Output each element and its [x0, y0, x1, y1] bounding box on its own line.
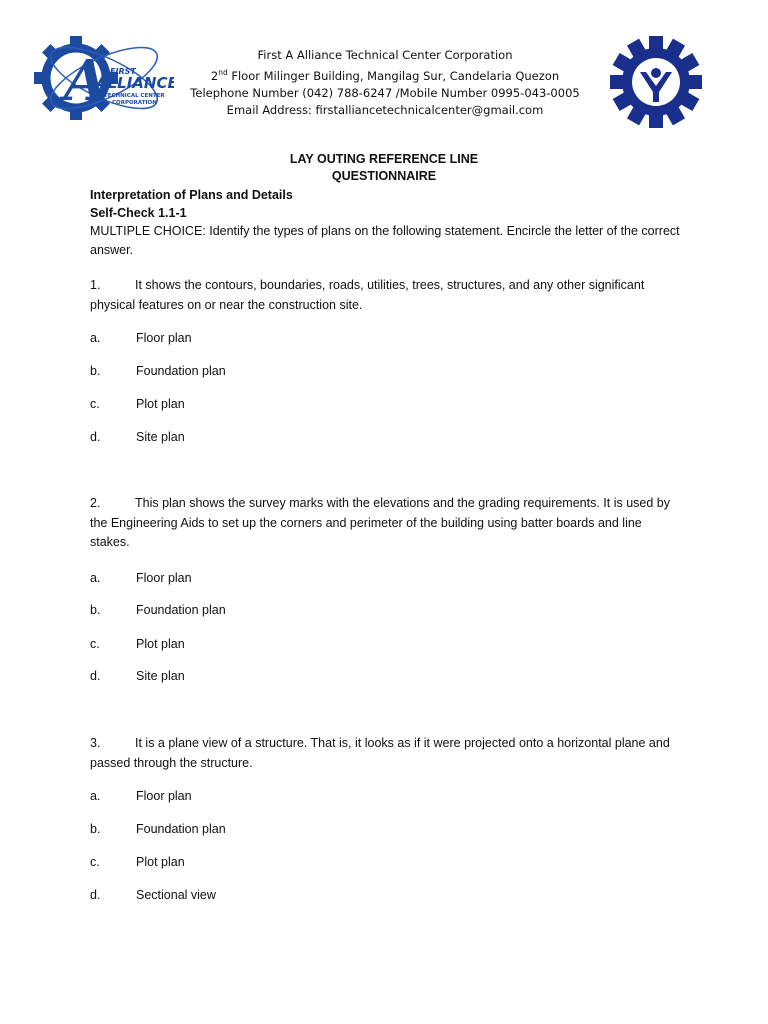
tesda-gear-logo [610, 36, 702, 128]
question-3-option-c[interactable]: c. Plot plan [90, 855, 185, 869]
instructions: MULTIPLE CHOICE: Identify the types of plans on the following statement. Encircle the letter of the correct answer. [90, 224, 680, 257]
company-address: 2nd Floor Milinger Building, Mangilag Sur, Candelaria Quezon [210, 68, 560, 83]
question-2-option-a[interactable]: a. Floor plan [90, 571, 192, 585]
question-2-option-b[interactable]: b. Foundation plan [90, 603, 226, 617]
question-3: 3. It is a plane view of a structure. That is, it looks as if it were projected onto a horizontal plane and passed through the structure. [90, 736, 670, 770]
question-3-option-d[interactable]: d. Sectional view [90, 888, 216, 902]
letterhead [180, 47, 590, 119]
document-title: LAY OUTING REFERENCE LINE [289, 152, 479, 166]
self-check-label: Self-Check 1.1-1 [90, 206, 187, 220]
question-2-option-d[interactable]: d. Site plan [90, 669, 185, 683]
svg-text:ALLIANCE: ALLIANCE [96, 74, 174, 92]
question-1-option-d[interactable]: d. Site plan [90, 430, 185, 444]
document-subtitle: QUESTIONNAIRE [331, 169, 437, 183]
question-2: 2. This plan shows the survey marks with the elevations and the grading requirements. It is used by the Engineering Aids to set up the corners and perimeter of the building using batter boards and line stakes. [90, 496, 670, 549]
question-1-option-a[interactable]: a. Floor plan [90, 331, 192, 345]
question-3-option-a[interactable]: a. Floor plan [90, 789, 192, 803]
svg-text:FIRST: FIRST [110, 67, 136, 76]
logo-a-letter: A [64, 48, 108, 114]
question-3-option-b[interactable]: b. Foundation plan [90, 822, 226, 836]
company-name: First A Alliance Technical Center Corporation [257, 48, 513, 62]
question-2-option-c[interactable]: c. Plot plan [90, 637, 185, 651]
svg-text:TECHNICAL CENTER: TECHNICAL CENTER [104, 93, 165, 99]
question-1: 1. It shows the contours, boundaries, roads, utilities, trees, structures, and any other significant physical features on or near the construction site. [90, 278, 645, 312]
svg-text:CORPORATION: CORPORATION [112, 100, 157, 106]
first-alliance-logo [34, 30, 174, 130]
company-phone: Telephone Number (042) 788-6247 /Mobile Number 0995-043-0005 [190, 85, 580, 100]
question-1-option-b[interactable]: b. Foundation plan [90, 364, 226, 378]
question-1-option-c[interactable]: c. Plot plan [90, 397, 185, 411]
section-heading: Interpretation of Plans and Details [90, 188, 293, 202]
company-email: Email Address: firstalliancetechnicalcenter@gmail.com [226, 102, 544, 117]
